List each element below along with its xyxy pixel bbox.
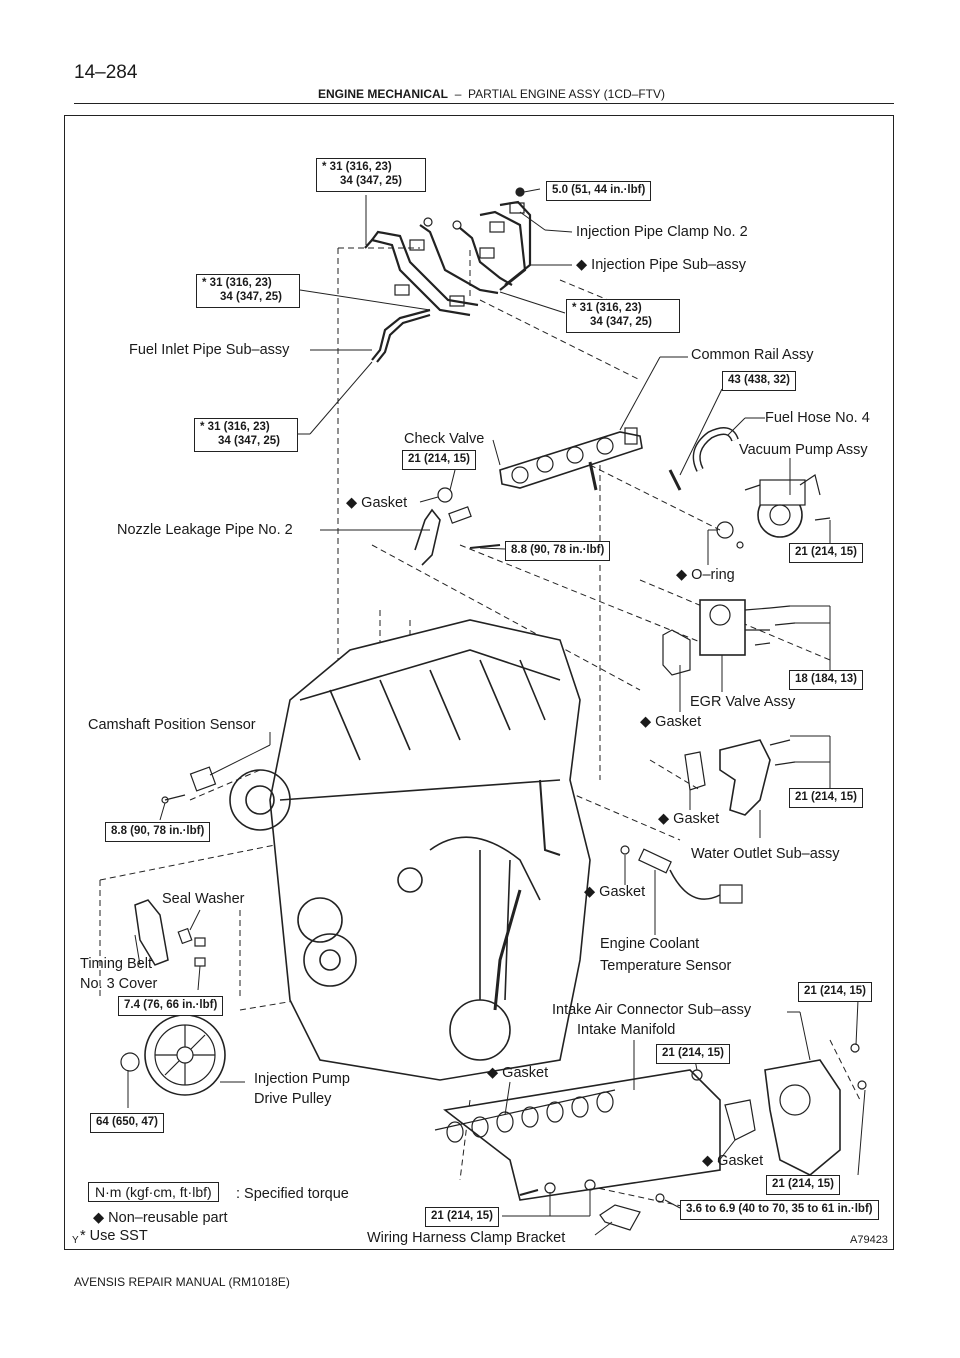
label-nozzle-leakage-pipe: Nozzle Leakage Pipe No. 2 (117, 522, 293, 538)
label-seal-washer: Seal Washer (162, 891, 245, 907)
section-title: ENGINE MECHANICAL (318, 87, 449, 101)
label-intake-air-connector: Intake Air Connector Sub–assy (552, 1002, 752, 1018)
label-camshaft-position-sensor: Camshaft Position Sensor (88, 717, 256, 733)
torque-sst-left: * 31 (316, 23) 34 (347, 25) (196, 274, 300, 308)
torque-clamp: 5.0 (51, 44 in.·lbf) (546, 181, 651, 201)
pipe-clamp (395, 285, 409, 295)
label-timing-belt-cover-line2: No. 3 Cover (80, 976, 158, 992)
label-o-ring: ◆ O–ring (676, 567, 735, 583)
torque-common-rail: 43 (438, 32) (722, 371, 796, 391)
label-gasket-manifold: ◆ Gasket (487, 1065, 549, 1081)
label-injection-pipe-sub-assy: ◆ Injection Pipe Sub–assy (576, 257, 746, 273)
label-injection-pipe-clamp: Injection Pipe Clamp No. 2 (576, 224, 748, 240)
label-injection-pump-pulley-line2: Drive Pulley (254, 1091, 332, 1107)
torque-vacuum-pump: 21 (214, 15) (789, 543, 863, 563)
vacuum-pump-shape (758, 475, 820, 537)
torque-egr-valve: 18 (184, 13) (789, 670, 863, 690)
label-fuel-inlet-pipe: Fuel Inlet Pipe Sub–assy (129, 342, 290, 358)
intake-manifold-shape (435, 1070, 720, 1200)
torque-bracket: 3.6 to 6.9 (40 to 70, 35 to 61 in.·lbf) (680, 1200, 879, 1220)
torque-water-outlet: 21 (214, 15) (789, 788, 863, 808)
engine-block (230, 620, 590, 1080)
label-check-valve: Check Valve (404, 431, 485, 447)
label-coolant-sensor-line2: Temperature Sensor (600, 958, 732, 974)
corner-mark: Y (72, 1235, 79, 1246)
label-timing-belt-cover-line1: Timing Belt (80, 956, 152, 972)
page-footer: AVENSIS REPAIR MANUAL (RM1018E) (74, 1275, 290, 1289)
label-gasket-connector: ◆ Gasket (702, 1153, 764, 1169)
label-fuel-hose: Fuel Hose No. 4 (765, 410, 870, 426)
torque-check-valve: 21 (214, 15) (402, 450, 476, 470)
injection-pump-pulley-shape (145, 1015, 225, 1095)
label-gasket-check-valve: ◆ Gasket (346, 495, 408, 511)
label-egr-valve: EGR Valve Assy (690, 694, 796, 710)
label-gasket-egr: ◆ Gasket (640, 714, 702, 730)
label-common-rail: Common Rail Assy (691, 347, 814, 363)
common-rail-shape (500, 428, 642, 488)
torque-manifold-bottom: 21 (214, 15) (425, 1207, 499, 1227)
label-coolant-sensor-line1: Engine Coolant (600, 936, 700, 952)
label-wiring-harness-bracket: Wiring Harness Clamp Bracket (367, 1230, 566, 1246)
torque-camshaft-sensor: 8.8 (90, 78 in.·lbf) (105, 822, 210, 842)
label-intake-manifold: Intake Manifold (577, 1022, 676, 1038)
page-number: 14–284 (74, 62, 138, 83)
label-gasket-coolant-sensor: ◆ Gasket (584, 884, 646, 900)
legend-torque-unit-box: N·m (kgf·cm, ft·lbf) (88, 1182, 219, 1202)
water-outlet-shape (685, 740, 770, 815)
torque-intake-manifold: 21 (214, 15) (656, 1044, 730, 1064)
torque-sst-top: * 31 (316, 23) 34 (347, 25) (316, 158, 426, 192)
torque-pulley: 64 (650, 47) (90, 1113, 164, 1133)
torque-sst-lower: * 31 (316, 23) 34 (347, 25) (194, 418, 298, 452)
legend-torque-unit-text: : Specified torque (236, 1186, 349, 1202)
figure-id: A79423 (850, 1234, 888, 1246)
subsection-title: PARTIAL ENGINE ASSY (1CD–FTV) (468, 87, 665, 101)
label-water-outlet: Water Outlet Sub–assy (691, 846, 840, 862)
label-gasket-water-outlet: ◆ Gasket (658, 811, 720, 827)
torque-timing-cover: 7.4 (76, 66 in.·lbf) (118, 996, 223, 1016)
torque-nozzle-pipe: 8.8 (90, 78 in.·lbf) (505, 541, 610, 561)
camshaft-sensor-shape (162, 767, 215, 803)
label-vacuum-pump: Vacuum Pump Assy (739, 442, 868, 458)
torque-intake-connector-bottom: 21 (214, 15) (766, 1175, 840, 1195)
torque-sst-right: * 31 (316, 23) 34 (347, 25) (566, 299, 680, 333)
legend-use-sst: * Use SST (80, 1228, 148, 1244)
injection-pipes (365, 202, 530, 362)
torque-intake-connector-top: 21 (214, 15) (798, 982, 872, 1002)
header-separator: – (454, 87, 462, 101)
egr-valve-shape (663, 600, 770, 675)
label-injection-pump-pulley-line1: Injection Pump (254, 1071, 350, 1087)
legend-non-reusable: ◆ Non–reusable part (93, 1210, 228, 1226)
